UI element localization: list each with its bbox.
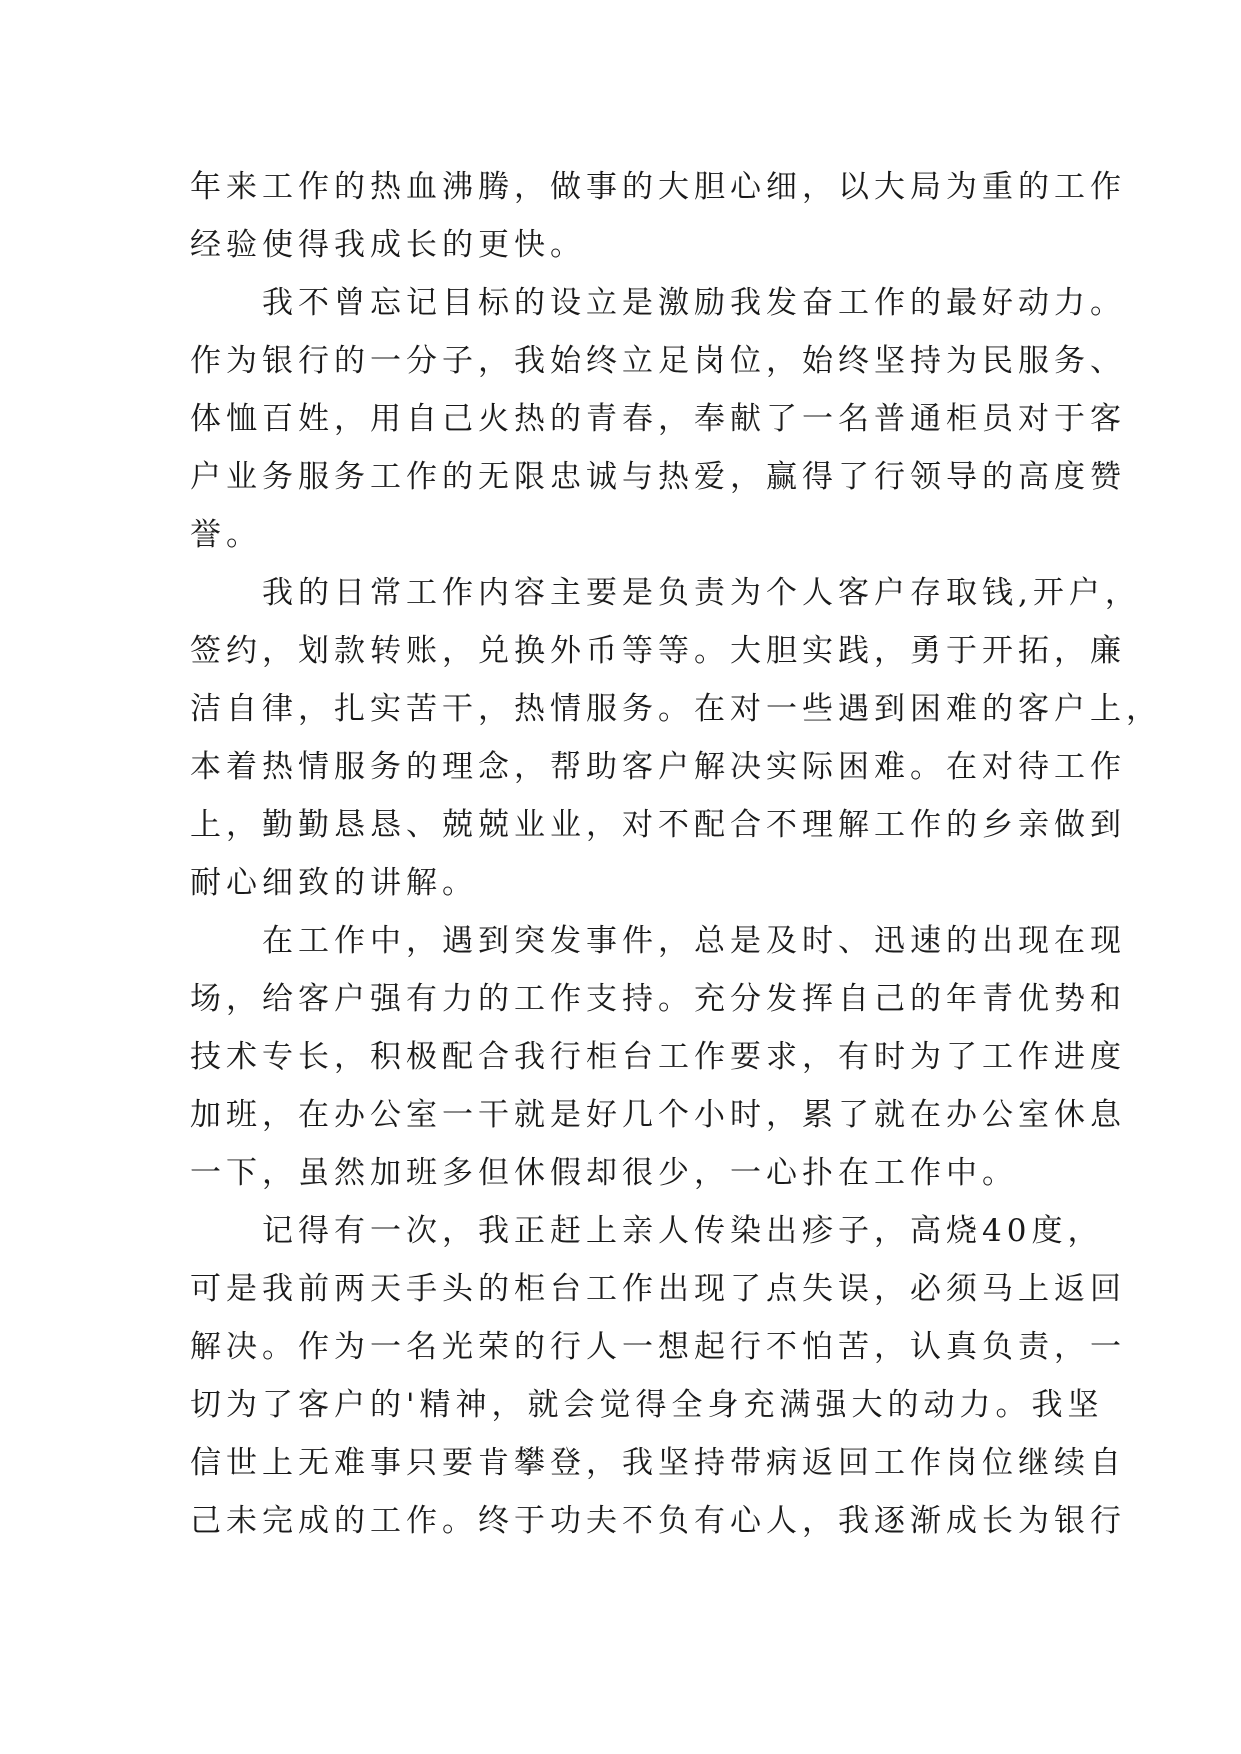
text-line: 签约，划款转账，兑换外币等等。大胆实践，勇于开拓，廉: [190, 633, 1126, 669]
text-line: 切为了客户的'精神，就会觉得全身充满强大的动力。我坚: [190, 1387, 1104, 1423]
text-line: 加班，在办公室一干就是好几个小时，累了就在办公室休息: [190, 1097, 1126, 1133]
text-line: 经验使得我成长的更快。: [190, 227, 586, 263]
text-line: 在工作中，遇到突发事件，总是及时、迅速的出现在现: [262, 923, 1126, 959]
text-line: 体恤百姓，用自己火热的青春，奉献了一名普通柜员对于客: [190, 401, 1126, 437]
text-line: 洁自律，扎实苦干，热情服务。在对一些遇到困难的客户上，: [190, 691, 1162, 727]
body-text: [190, 158, 1162, 1550]
text-line: 耐心细致的讲解。: [190, 865, 478, 901]
text-line: 记得有一次，我正赶上亲人传染出疹子，高烧40度，: [262, 1213, 1104, 1249]
text-line: 己未完成的工作。终于功夫不负有心人，我逐渐成长为银行: [190, 1503, 1126, 1539]
text-line: 作为银行的一分子，我始终立足岗位，始终坚持为民服务、: [190, 343, 1126, 379]
text-line: 我的日常工作内容主要是负责为个人客户存取钱,开户，: [262, 575, 1141, 611]
text-line: 信世上无难事只要肯攀登，我坚持带病返回工作岗位继续自: [190, 1445, 1126, 1481]
text-line: 我不曾忘记目标的设立是激励我发奋工作的最好动力。: [262, 285, 1126, 321]
text-line: 解决。作为一名光荣的行人一想起行不怕苦，认真负责，一: [190, 1329, 1126, 1365]
text-line: 场，给客户强有力的工作支持。充分发挥自己的年青优势和: [190, 981, 1126, 1017]
text-line: 一下，虽然加班多但休假却很少，一心扑在工作中。: [190, 1155, 1018, 1191]
text-line: 技术专长，积极配合我行柜台工作要求，有时为了工作进度: [190, 1039, 1126, 1075]
text-line: 本着热情服务的理念，帮助客户解决实际困难。在对待工作: [190, 749, 1126, 785]
text-line: 誉。: [190, 517, 262, 553]
text-line: 上，勤勤恳恳、兢兢业业，对不配合不理解工作的乡亲做到: [190, 807, 1126, 843]
text-line: 可是我前两天手头的柜台工作出现了点失误，必须马上返回: [190, 1271, 1126, 1307]
text-line: 年来工作的热血沸腾，做事的大胆心细，以大局为重的工作: [190, 169, 1126, 205]
text-line: 户业务服务工作的无限忠诚与热爱，赢得了行领导的高度赞: [190, 459, 1126, 495]
